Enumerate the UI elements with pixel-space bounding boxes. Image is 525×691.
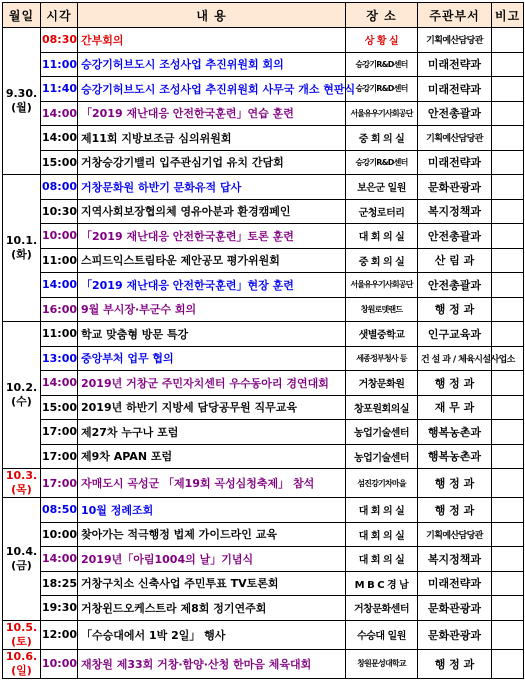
time-cell: 15:00 (41, 395, 78, 420)
table-row (3, 547, 524, 572)
content-cell: 2019년 하반기 지방세 담당공무원 직무교육 (78, 395, 346, 420)
content-cell: 2019년 거창군 주민자치센터 우수동아리 경연대회 (78, 371, 346, 396)
content-cell: 재창원 제33회 거창·함양·산청 한마음 체육대회 (78, 649, 346, 678)
time-cell: 14:00 (41, 547, 78, 572)
time-cell: 11:00 (41, 52, 78, 77)
place-cell: 보은군 일원 (346, 175, 418, 200)
schedule-table (2, 2, 524, 679)
memo-cell (492, 371, 524, 396)
content-cell: 승강기허브도시 조성사업 추진위원회 회의 (78, 52, 346, 77)
dept-cell: 행 정 과 (418, 469, 492, 498)
memo-cell (492, 297, 524, 322)
weekday-label: (화) (11, 248, 32, 261)
time-cell: 19:30 (41, 596, 78, 621)
place-cell: 거창문화원 (346, 371, 418, 396)
place-cell: 대 회 의 실 (346, 547, 418, 572)
time-cell: 17:00 (41, 469, 78, 498)
time-cell: 14:00 (41, 101, 78, 126)
table-row (3, 77, 524, 102)
dept-cell: 행 정 과 (418, 297, 492, 322)
place-cell: 섬진강기차마을 (346, 469, 418, 498)
memo-cell (492, 444, 524, 469)
place-cell: 서울유우기사회공단 (346, 101, 418, 126)
place-cell: 대 회 의 실 (346, 224, 418, 249)
dept-cell: 문화관광과 (418, 596, 492, 621)
place-cell: 서울유우기사회공단 (346, 273, 418, 298)
weekday-label: (일) (11, 663, 32, 677)
header-row (3, 3, 524, 28)
memo-cell (492, 150, 524, 175)
dept-cell: 기획예산담당관 (418, 522, 492, 547)
weekday-label: (월) (11, 101, 32, 114)
table-row (3, 150, 524, 175)
date-cell (3, 498, 41, 621)
dept-cell: 인구교육과 (418, 322, 492, 347)
content-cell: 「수승대에서 1박 2일」 행사 (78, 620, 346, 649)
time-cell: 13:00 (41, 346, 78, 371)
dept-cell: 문화관광과 (418, 175, 492, 200)
dept-cell: 안전총괄과 (418, 273, 492, 298)
content-cell: 「2019 재난대응 안전한국훈련」현장 훈련 (78, 273, 346, 298)
memo-cell (492, 273, 524, 298)
memo-cell (492, 547, 524, 572)
time-cell: 14:00 (41, 371, 78, 396)
content-cell: 「2019 재난대응 안전한국훈련」토론 훈련 (78, 224, 346, 249)
time-cell: 12:00 (41, 620, 78, 649)
content-cell: 지역사회보장협의체 영유아분과 환경캠페인 (78, 199, 346, 224)
date-label: 10.1. (5, 234, 38, 247)
table-row (3, 420, 524, 445)
dept-cell: 재 무 과 (418, 395, 492, 420)
content-cell: 9월 부시장·부군수 회의 (78, 297, 346, 322)
place-cell: 농업기술센터 (346, 420, 418, 445)
table-row (3, 469, 524, 498)
place-cell: 승강기R&D센터 (346, 77, 418, 102)
table-row (3, 175, 524, 200)
time-cell: 16:00 (41, 297, 78, 322)
place-cell: 창원로뎃랜드 (346, 297, 418, 322)
memo-cell (492, 175, 524, 200)
date-cell (3, 620, 41, 649)
dept-cell: 행복농촌과 (418, 444, 492, 469)
date-cell (3, 28, 41, 175)
place-cell: 중 회 의 실 (346, 248, 418, 273)
time-cell: 14:00 (41, 126, 78, 151)
time-cell: 11:40 (41, 77, 78, 102)
place-cell: 군청로터리 (346, 199, 418, 224)
place-cell: 중 회 의 실 (346, 126, 418, 151)
place-cell: 거창문화센터 (346, 596, 418, 621)
time-cell: 10:00 (41, 649, 78, 678)
time-cell: 10:00 (41, 522, 78, 547)
time-cell: 08:30 (41, 28, 78, 53)
memo-cell (492, 199, 524, 224)
table-row (3, 199, 524, 224)
table-row (3, 571, 524, 596)
weekday-label: (금) (11, 558, 32, 572)
time-cell: 17:00 (41, 444, 78, 469)
dept-cell: 복지정책과 (418, 547, 492, 572)
content-cell: 거창승강기밸리 입주관심기업 유치 간담회 (78, 150, 346, 175)
table-row (3, 649, 524, 678)
dept-cell: 안전총괄과 (418, 224, 492, 249)
time-cell: 17:00 (41, 420, 78, 445)
date-label: 10.5. (5, 620, 38, 634)
place-cell: 창원문성대학교 (346, 649, 418, 678)
place-cell: M B C 경 남 (346, 571, 418, 596)
time-cell: 18:25 (41, 571, 78, 596)
dept-cell: 행 정 과 (418, 371, 492, 396)
time-cell: 14:00 (41, 273, 78, 298)
content-cell: 거창문화원 하반기 문화유적 답사 (78, 175, 346, 200)
table-row (3, 444, 524, 469)
content-cell: 거창윈드오케스트라 제8회 정기연주회 (78, 596, 346, 621)
table-row (3, 596, 524, 621)
content-cell: 거창구치소 신축사업 주민투표 TV토론회 (78, 571, 346, 596)
dept-cell: 기획예산담당관 (418, 28, 492, 53)
memo-cell (492, 498, 524, 523)
dept-cell: 미래전략과 (418, 52, 492, 77)
place-cell: 샛별중학교 (346, 322, 418, 347)
content-cell: 10월 정례조회 (78, 498, 346, 523)
memo-cell (492, 52, 524, 77)
place-cell: 상 황 실 (346, 28, 418, 53)
table-row (3, 371, 524, 396)
date-cell (3, 469, 41, 498)
date-label: 9.30. (5, 87, 38, 100)
memo-cell (492, 28, 524, 53)
memo-cell (492, 469, 524, 498)
time-cell: 15:00 (41, 150, 78, 175)
header-place: 장 소 (346, 3, 418, 28)
content-cell: 자매도시 곡성군 「제19회 곡성심청축제」 참석 (78, 469, 346, 498)
content-cell: 간부회의 (78, 28, 346, 53)
memo-cell (492, 395, 524, 420)
date-label: 10.2. (5, 381, 38, 394)
table-row (3, 101, 524, 126)
place-cell: 대 회 의 실 (346, 522, 418, 547)
memo-cell (492, 224, 524, 249)
content-cell: 학교 맞춤형 방문 특강 (78, 322, 346, 347)
dept-cell: 미래전략과 (418, 150, 492, 175)
content-cell: 제9차 APAN 포럼 (78, 444, 346, 469)
header-memo: 비고 (492, 3, 524, 28)
table-row (3, 248, 524, 273)
date-cell (3, 649, 41, 678)
header-dept: 주관부서 (418, 3, 492, 28)
table-row (3, 395, 524, 420)
place-cell: 승강기R&D센터 (346, 150, 418, 175)
time-cell: 08:00 (41, 175, 78, 200)
content-cell: 제27차 누구나 포럼 (78, 420, 346, 445)
memo-cell (492, 420, 524, 445)
memo-cell (492, 522, 524, 547)
dept-cell: 문화관광과 (418, 620, 492, 649)
header-date: 월일 (3, 3, 41, 28)
memo-cell (492, 322, 524, 347)
table-row (3, 620, 524, 649)
date-cell (3, 175, 41, 322)
place-cell: 승강기R&D센터 (346, 52, 418, 77)
place-cell: 대 회 의 실 (346, 498, 418, 523)
table-row (3, 28, 524, 53)
content-cell: 2019년「아림1004의 날」기념식 (78, 547, 346, 572)
table-row (3, 498, 524, 523)
memo-cell (492, 596, 524, 621)
dept-cell: 미래전략과 (418, 571, 492, 596)
content-cell: 찾아가는 적극행정 법제 가이드라인 교육 (78, 522, 346, 547)
memo-cell (492, 101, 524, 126)
date-label: 10.6. (5, 649, 38, 663)
table-row (3, 224, 524, 249)
memo-cell (492, 248, 524, 273)
place-cell: 수승대 일원 (346, 620, 418, 649)
dept-cell: 행복농촌과 (418, 420, 492, 445)
dept-cell: 안전총괄과 (418, 101, 492, 126)
date-label: 10.3. (5, 469, 38, 482)
table-row (3, 322, 524, 347)
memo-cell (492, 77, 524, 102)
content-cell: 승강기허브도시 조성사업 추진위원회 사무국 개소 현판식 (78, 77, 346, 102)
date-label: 10.4. (5, 544, 38, 558)
dept-cell: 산 림 과 (418, 248, 492, 273)
memo-cell (492, 571, 524, 596)
table-row (3, 346, 524, 371)
dept-cell: 복지정책과 (418, 199, 492, 224)
weekday-label: (목) (11, 483, 32, 496)
content-cell: 제11회 지방보조금 심의위원회 (78, 126, 346, 151)
date-cell (3, 322, 41, 469)
table-row (3, 52, 524, 77)
time-cell: 11:00 (41, 322, 78, 347)
weekday-label: (수) (11, 395, 32, 408)
content-cell: 중앙부처 업무 협의 (78, 346, 346, 371)
table-row (3, 126, 524, 151)
dept-cell: 행 정 과 (418, 649, 492, 678)
memo-cell (492, 126, 524, 151)
dept-cell: 행 정 과 (418, 498, 492, 523)
time-cell: 10:30 (41, 199, 78, 224)
time-cell: 08:50 (41, 498, 78, 523)
table-row (3, 522, 524, 547)
table-row (3, 297, 524, 322)
header-content: 내 용 (78, 3, 346, 28)
weekday-label: (토) (11, 634, 32, 648)
content-cell: 스피드익스트림타운 제안공모 평가위원회 (78, 248, 346, 273)
table-row (3, 273, 524, 298)
table-header (3, 3, 524, 28)
memo-cell (492, 620, 524, 649)
dept-cell: 미래전략과 (418, 77, 492, 102)
place-cell: 농업기술센터 (346, 444, 418, 469)
place-cell: 창포원회의실 (346, 395, 418, 420)
header-time: 시각 (41, 3, 78, 28)
dept-cell: 건 설 과 / 체육시설사업소 (418, 346, 492, 371)
table-body (3, 28, 524, 679)
place-cell: 세종정부청사 등 (346, 346, 418, 371)
content-cell: 「2019 재난대응 안전한국훈련」연습 훈련 (78, 101, 346, 126)
time-cell: 11:00 (41, 248, 78, 273)
memo-cell (492, 649, 524, 678)
dept-cell: 기획예산담당관 (418, 126, 492, 151)
time-cell: 10:00 (41, 224, 78, 249)
